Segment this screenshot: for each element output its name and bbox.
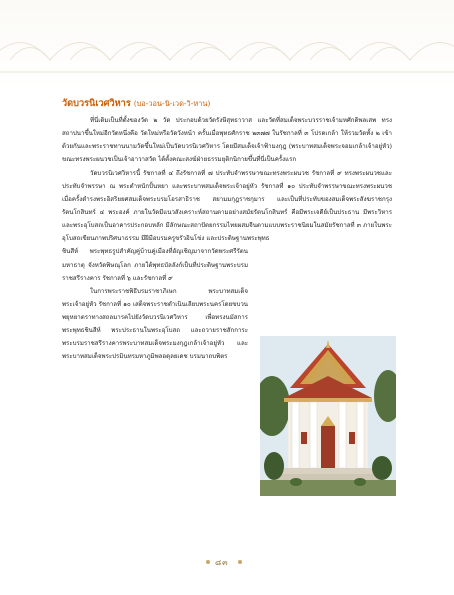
page-number-ornament-right bbox=[238, 560, 242, 564]
lotus-pattern-decoration bbox=[0, 20, 454, 80]
section-heading bbox=[62, 98, 392, 110]
page-number: ๘๓ bbox=[215, 558, 229, 567]
temple-illustration bbox=[260, 336, 396, 496]
paragraph-1: ที่นี่เดิมเป็นที่ตั้งของวัด ๒ วัด ประกอบด้วยวัดรังษีสุทธาวาส และวัดที่สมเด็จพระบวรราชเจ้ามหศักดิพลเสพ ทรงสถาปนาขึ้นใหม่อีกวัดหนึ่งคือ วัดใหม่หรือวัดวังหน้า ครั้นเมื่อพุทธศักราช ๒๓๗๗ ในรัชกาลที่ ๓ โปรดเกล้า ให้รวมวัดทั้ง ๒ เข้าด้วยกันและพระราชทานนามวัดขึ้นใหม่เป็นวัดบวรนิเวศวิหาร โดยมีสมเด็จเจ้าฟ้ามงกุฎ (พระบาทสมเด็จพระจอมเกล้าเจ้าอยู่หัว) ขณะทรงพระผนวชเป็นเจ้าอาวาสวัด ได้ตั้งคณะสงฆ์ฝ่ายธรรมยุติกนิกายขึ้นที่นี่เป็นครั้งแรก bbox=[62, 117, 392, 164]
paragraph-3: ชินสีห์ พระพุทธรูปสำคัญคู่บ้านคู่เมืองที่อัญเชิญมาจากวัดพระศรีรัตนมหาธาตุ จังหวัดพิษณุโลก ภายใต้พุทธบัลลังก์เป็นที่ประดิษฐานพระบรมราชสรีรางคาร รัชกาลที่ ๖ และรัชกาลที่ ๙ bbox=[62, 248, 248, 282]
section-title: วัดบวรนิเวศวิหาร bbox=[62, 98, 131, 109]
pronunciation-guide: (บอ-วอน-นิ-เวด-วิ-หาน) bbox=[133, 99, 211, 108]
temple-photo bbox=[260, 336, 396, 496]
paragraph-2: วัดบวรนิเวศวิหารนี้ รัชกาลที่ ๔ ถึงรัชกาลที่ ๗ ประทับจำพรรษาขณะทรงพระผนวช รัชกาลที่ ๙ ทรงพระผนวชและประทับจำพรรษา ณ พระตำหนักปั้นหยา และพระบาทสมเด็จพระเจ้าอยู่หัว รัชกาลที่ ๑๐ ประทับจำพรรษาขณะทรงพระผนวช เมื่อครั้งดำรงพระอิสริยยศสมเด็จพระบรมโอรสาธิราช สยามมกุฎราชกุมาร และเป็นที่ประทับของสมเด็จพระสังฆราชกรุงรัตนโกสินทร์ ๔ พระองค์ ภายในวัดมีแนวสังเคราะห์สถานตามอย่างสมัยรัตนโกสินทร์ คือมีพระเจดีย์เป็นประธาน มีพระวิหารและพระอุโบสถเป็นอาคารประกอบหลัก มีลักษณะสถาปัตยกรรมไทยผสมจีนตามแบบพระราชนิยมในสมัยรัชกาลที่ ๓ ภายในพระอุโบสถเขียนภาพปริศนาธรรม มีฝีมือบรมครูขรัวอินโข่ง และประดิษฐานพระพุทธ bbox=[62, 170, 392, 243]
article-body bbox=[62, 98, 392, 363]
paragraph-4: ในการพระราชพิธีบรมราชาภิเษก พระบาทสมเด็จพระเจ้าอยู่หัว รัชกาลที่ ๑๐ เสด็จพระราชดำเนินเลียบพระนครโดยขบวนพยุหยาตราทางสถลมารคไปยังวัดบวรนิเวศวิหาร เพื่อทรงนมัสการพระพุทธชินสีห์ พระประธานในพระอุโบสถ และถวายราชสักการะพระบรมราชสรีรางคารพระบาทสมเด็จพระมงกุฎเกล้าเจ้าอยู่หัว และพระบาทสมเด็จพระปรมินทรมหาภูมิพลอดุลยเดช บรมนาถบพิตร bbox=[62, 287, 248, 360]
page-number-ornament-left bbox=[206, 560, 210, 564]
decorative-header bbox=[0, 0, 454, 90]
